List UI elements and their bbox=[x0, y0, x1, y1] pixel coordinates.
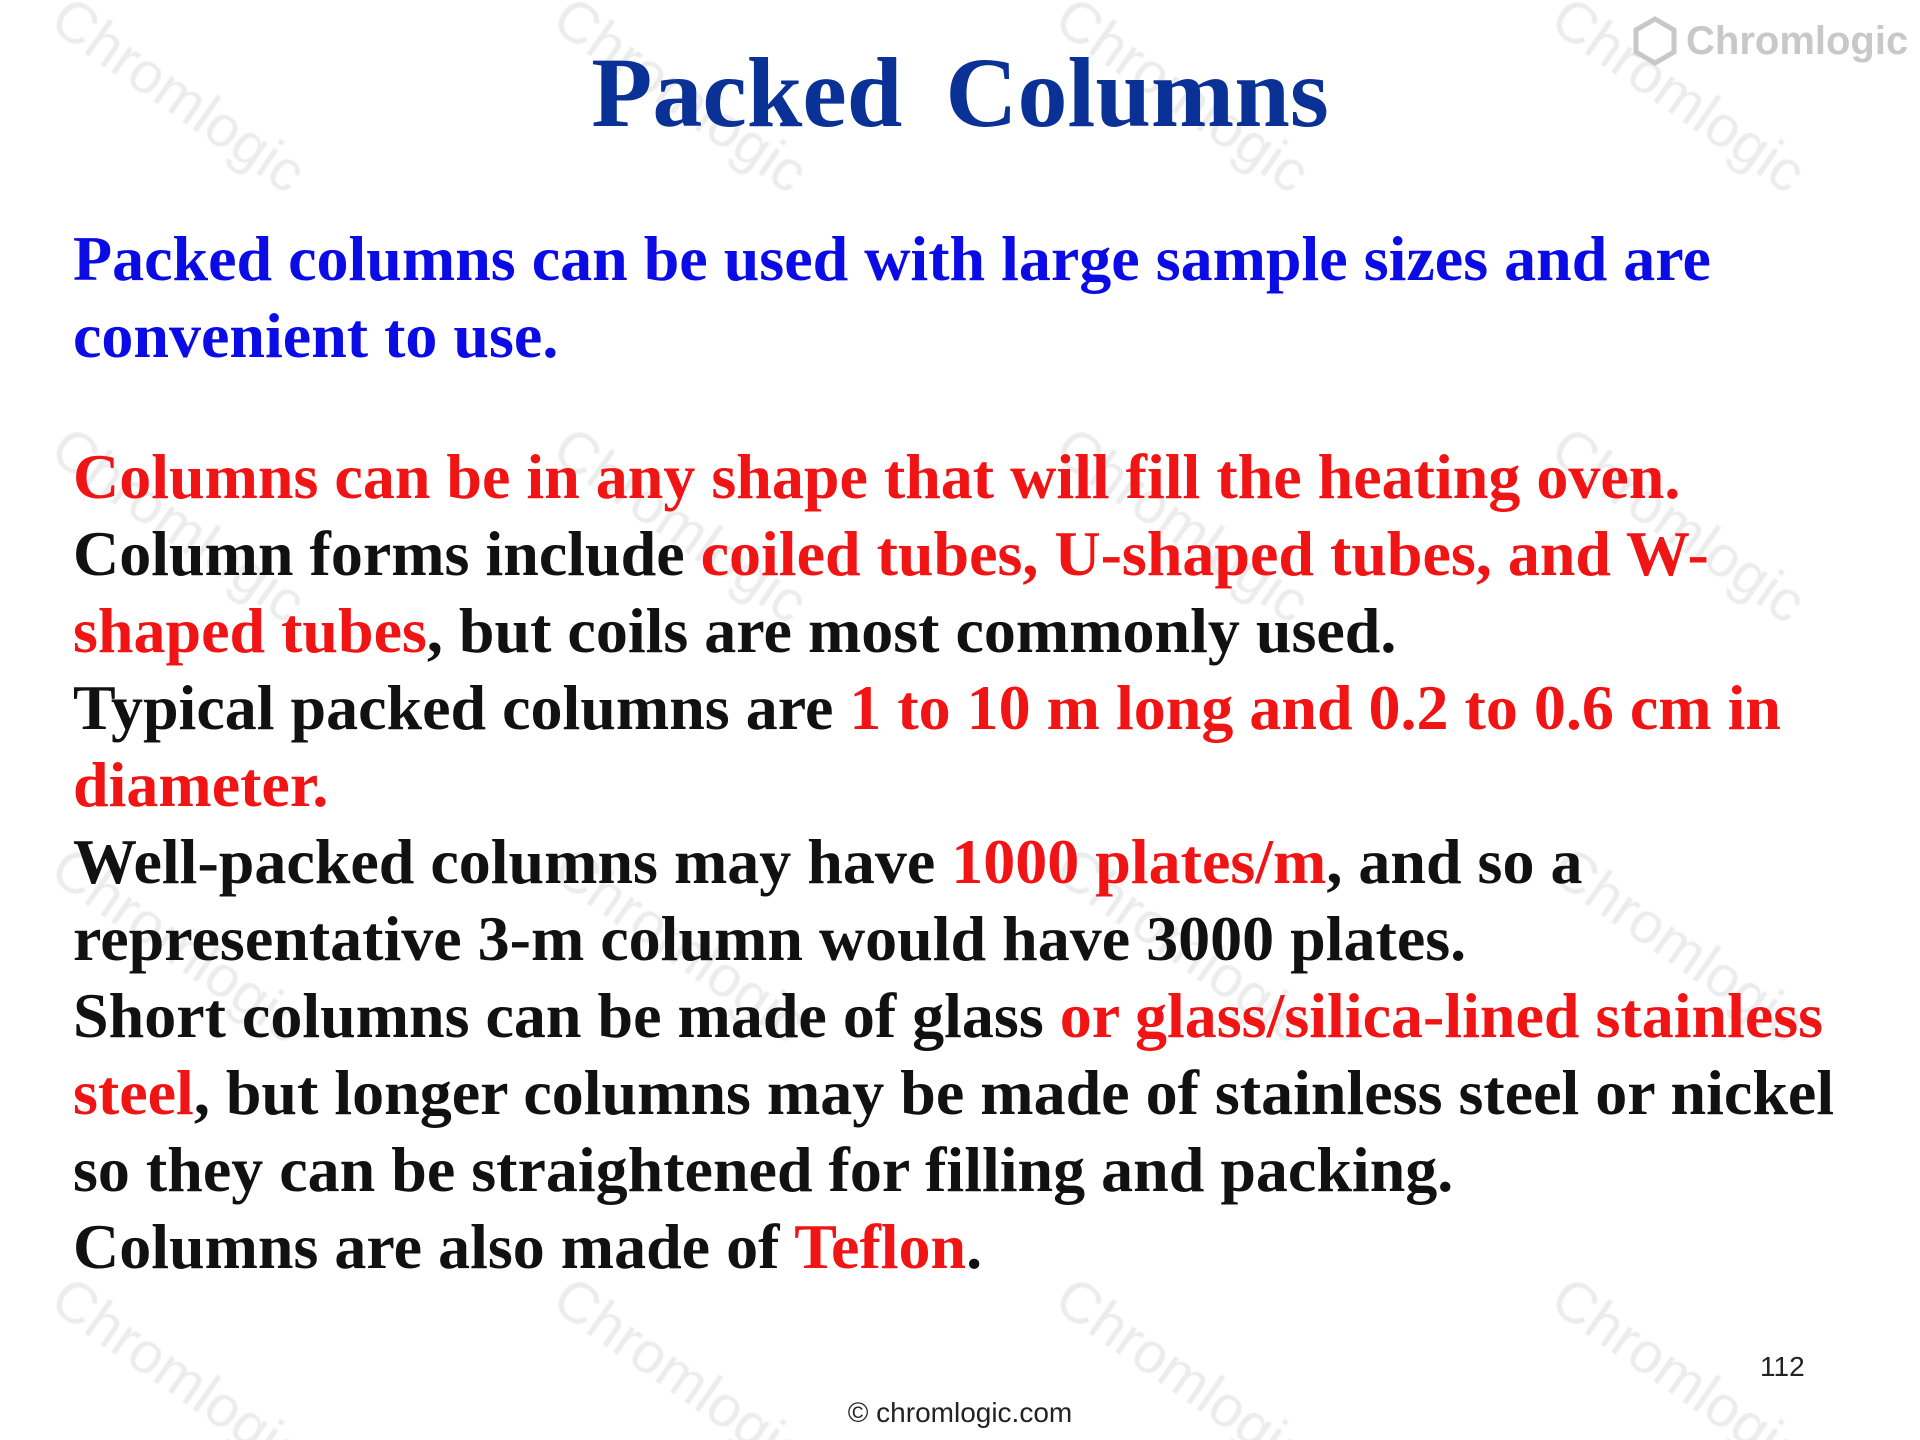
text-segment: coiled tubes, U-shaped tubes, and W- bbox=[700, 518, 1709, 589]
text-segment: representative 3-m column would have 3000 plates. bbox=[73, 903, 1467, 974]
text-segment: diameter. bbox=[73, 749, 329, 820]
text-line bbox=[73, 220, 1711, 297]
text-line bbox=[73, 977, 1823, 1054]
page-number: 112 bbox=[1760, 1351, 1805, 1382]
text-segment: 1 to 10 m long and 0.2 to 0.6 cm in bbox=[849, 672, 1781, 743]
text-segment: Typical packed columns are bbox=[73, 672, 850, 743]
text-segment: Columns are also made of bbox=[73, 1211, 795, 1282]
text-segment: so they can be straightened for filling and packing. bbox=[73, 1134, 1454, 1205]
text-line bbox=[73, 592, 1396, 669]
text-line bbox=[73, 669, 1781, 746]
text-line bbox=[73, 297, 558, 374]
text-line bbox=[73, 1054, 1834, 1131]
text-segment: Teflon bbox=[794, 1211, 967, 1282]
text-segment: 1000 plates/m bbox=[951, 826, 1327, 897]
text-segment: convenient to use. bbox=[73, 300, 559, 371]
text-segment: Short columns can be made of glass bbox=[73, 980, 1060, 1051]
brand-logo bbox=[1632, 16, 1908, 66]
text-segment: , but longer columns may be made of stainless steel or nickel bbox=[193, 1057, 1835, 1128]
text-segment: , and so a bbox=[1326, 826, 1583, 897]
text-segment: Columns can be in any shape that will fill the heating oven. bbox=[73, 441, 1681, 512]
text-segment: Packed columns can be used with large sample sizes and are bbox=[73, 223, 1711, 294]
text-segment: , but coils are most commonly used. bbox=[426, 595, 1397, 666]
text-line bbox=[73, 1208, 982, 1285]
text-segment: Well-packed columns may have bbox=[73, 826, 952, 897]
text-segment: or glass/silica-lined stainless bbox=[1059, 980, 1824, 1051]
text-line bbox=[73, 1131, 1453, 1208]
text-line bbox=[73, 900, 1466, 977]
text-line bbox=[73, 823, 1582, 900]
logo-text: Chromlogic bbox=[1686, 19, 1909, 63]
text-segment: shaped tubes bbox=[73, 595, 427, 666]
text-line bbox=[73, 438, 1680, 515]
hexagon-icon bbox=[1632, 16, 1678, 66]
text-segment: . bbox=[966, 1211, 983, 1282]
footer-copyright: © chromlogic.com bbox=[847, 1397, 1073, 1428]
text-segment: Column forms include bbox=[73, 518, 701, 589]
text-segment: steel bbox=[73, 1057, 194, 1128]
text-line bbox=[73, 746, 328, 823]
text-line bbox=[73, 515, 1709, 592]
slide-title: Packed Columns bbox=[591, 37, 1329, 148]
